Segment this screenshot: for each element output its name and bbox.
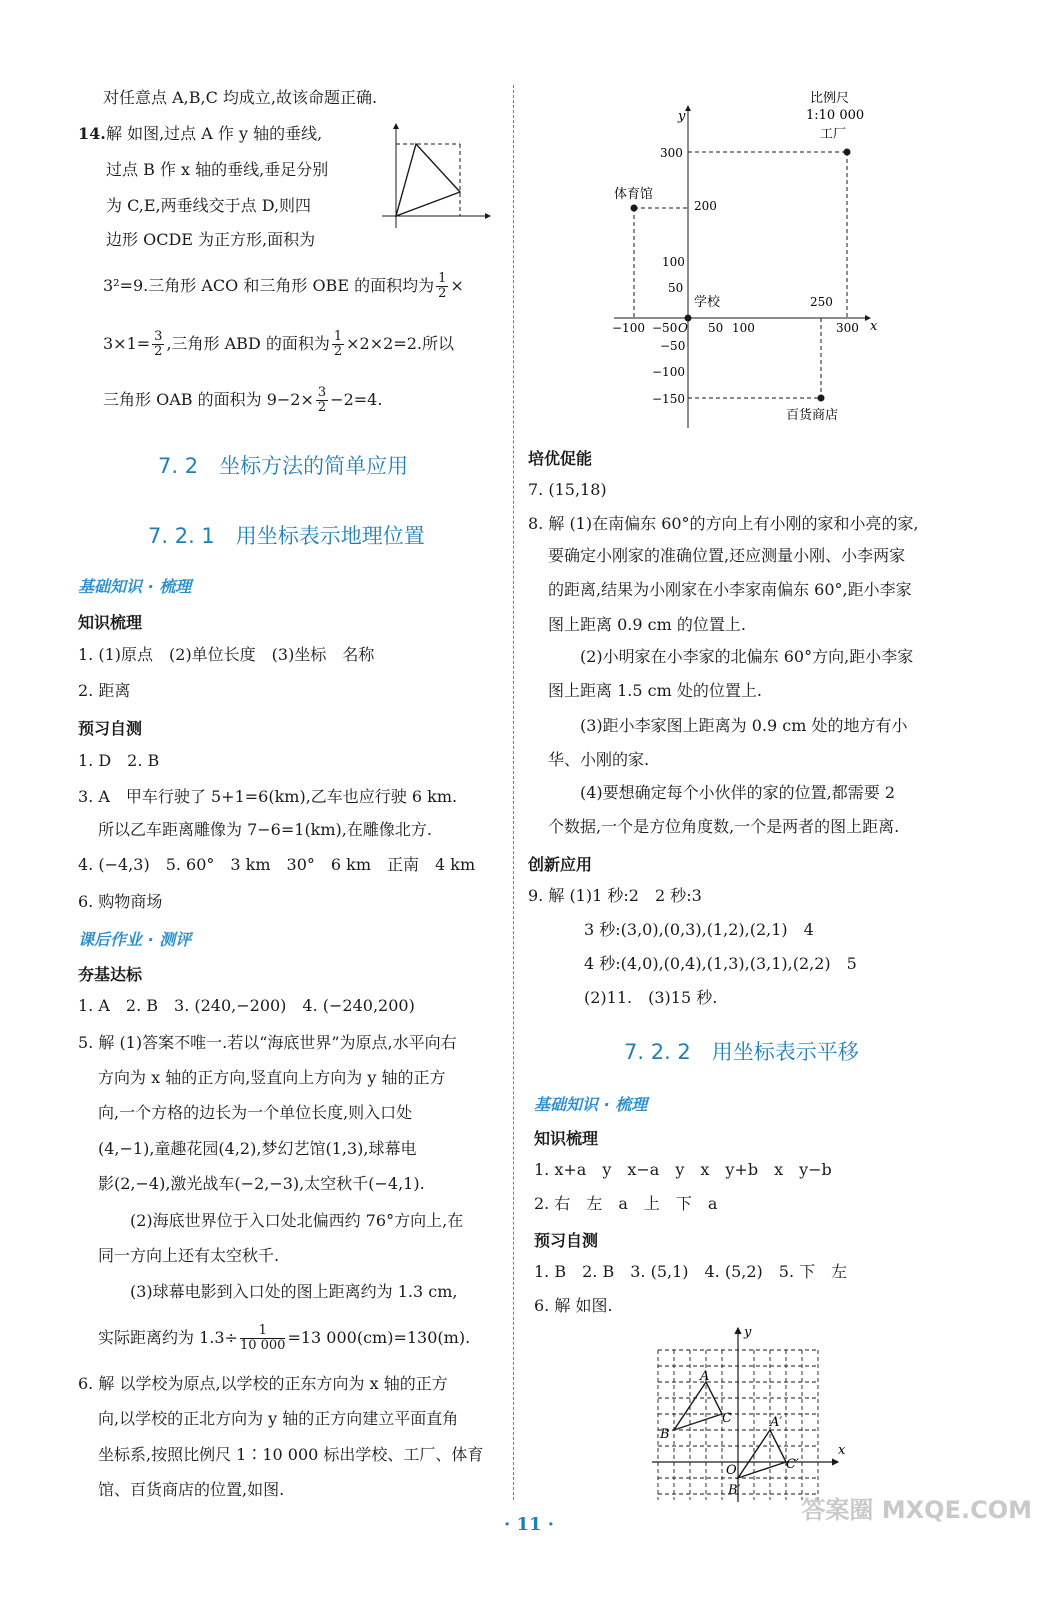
- q14-line-3: 为 C,E,两垂线交于点 D,则四: [106, 196, 312, 215]
- q14-line-2: 过点 B 作 x 轴的垂线,垂足分别: [106, 160, 329, 179]
- question-number: 14.: [78, 124, 106, 143]
- q5-line: (2)海底世界位于入口处北偏西约 76°方向上,在: [130, 1211, 464, 1230]
- tick-label: 300: [836, 321, 859, 335]
- text-line: 对任意点 A,B,C 均成立,故该命题正确.: [103, 88, 378, 107]
- tick-label: 100: [732, 321, 755, 335]
- axis-label-y: y: [678, 109, 686, 124]
- answer-line: 1. D 2. B: [78, 751, 160, 770]
- q6-line: 馆、百货商店的位置,如图.: [98, 1480, 285, 1499]
- fraction: $\frac{3}{2}$: [154, 329, 163, 359]
- point-label-a-prime: A′: [770, 1415, 783, 1430]
- section-label: 预习自测: [78, 719, 143, 738]
- store-point: [818, 395, 825, 402]
- point-label-b: B: [660, 1427, 670, 1442]
- q8-line: 个数据,一个是方位角度数,一个是两者的图上距离.: [548, 817, 900, 836]
- q8-line: (4)要想确定每个小伙伴的家的位置,都需要 2: [580, 783, 896, 802]
- scale-value: 1:10 000: [806, 108, 865, 123]
- q9-line: 4 秒:(4,0),(0,4),(1,3),(3,1),(2,2) 5: [584, 954, 857, 973]
- q8-line: 华、小刚的家.: [548, 750, 650, 769]
- fraction: $\frac{1}{10 000}$: [239, 1323, 286, 1353]
- subsection-heading: 7. 2. 1 用坐标表示地理位置: [148, 524, 425, 548]
- q5-line: 实际距离约为 1.3÷ $\frac{1}{10 000}$ =13 000(cm)=130(m).: [98, 1323, 471, 1353]
- axis-label-x: x: [870, 319, 878, 334]
- answer-line: 6. 购物商场: [78, 892, 163, 911]
- answer-line: 3. A 甲车行驶了 5+1=6(km),乙车也应行驶 6 km.: [78, 787, 458, 806]
- fraction: $\frac{1}{2}$: [438, 271, 447, 301]
- gym-label: 体育馆: [614, 187, 654, 202]
- q14-line-6: 3×1= $\frac{3}{2}$ ,三角形 ABD 的面积为 $\frac{1}{2}$ ×2×2=2.所以: [103, 329, 454, 359]
- q5-line: 方向为 x 轴的正方向,竖直向上方向为 y 轴的正方: [98, 1068, 446, 1087]
- tick-label: −100: [652, 365, 685, 379]
- scale-title: 比例尺: [810, 91, 850, 106]
- answer-line: 7. (15,18): [528, 480, 607, 499]
- origin-label: O: [678, 321, 688, 335]
- translation-grid-figure: [648, 1322, 848, 1502]
- point-label-c-prime: C′: [786, 1457, 799, 1472]
- q5-line: 同一方向上还有太空秋千.: [98, 1246, 280, 1265]
- answer-line: 1. B 2. B 3. (5,1) 4. (5,2) 5. 下 左: [534, 1262, 848, 1281]
- school-label: 学校: [694, 295, 721, 310]
- q14-line-7: 三角形 OAB 的面积为 9−2× $\frac{3}{2}$ −2=4.: [103, 385, 383, 415]
- fraction: $\frac{3}{2}$: [317, 385, 327, 415]
- q5-line: (3)球幕电影到入口处的图上距离约为 1.3 cm,: [130, 1282, 458, 1301]
- category-tag: 基础知识 · 梳理: [534, 1095, 648, 1114]
- answer-line: 6. 解 如图.: [534, 1296, 613, 1315]
- triangle-figure: [368, 118, 498, 240]
- q8-line: (3)距小李家图上距离为 0.9 cm 处的地方有小: [580, 716, 908, 735]
- page-number: · 11 ·: [503, 1514, 555, 1535]
- tick-label: 50: [668, 281, 684, 295]
- section-label: 培优促能: [528, 449, 593, 468]
- section-heading: 7. 2 坐标方法的简单应用: [158, 454, 409, 478]
- q8-line: 8. 解 (1)在南偏东 60°的方向上有小刚的家和小亮的家,: [528, 514, 919, 533]
- q5-line: 影(2,−4),激光战车(−2,−3),太空秋千(−4,1).: [98, 1174, 425, 1193]
- section-label: 知识梳理: [78, 613, 143, 632]
- tick-label: −100: [612, 321, 645, 335]
- category-tag: 基础知识 · 梳理: [78, 577, 192, 596]
- q9-line: 3 秒:(3,0),(0,3),(1,2),(2,1) 4: [584, 920, 814, 939]
- tick-label: −150: [652, 392, 685, 406]
- point-label-c: C: [722, 1411, 732, 1426]
- tick-label: −50: [660, 339, 686, 353]
- q5-line: 向,一个方格的边长为一个单位长度,则入口处: [98, 1103, 413, 1122]
- category-tag: 课后作业 · 测评: [78, 930, 192, 949]
- answer-line: 所以乙车距离雕像为 7−6=1(km),在雕像北方.: [98, 820, 432, 839]
- point-label-a: A: [700, 1369, 710, 1384]
- q5-line: 5. 解 (1)答案不唯一.若以“海底世界”为原点,水平向右: [78, 1033, 457, 1052]
- watermark: 答案圈 MXQE.COM: [801, 1496, 1032, 1524]
- column-divider: [513, 85, 514, 1500]
- section-label: 创新应用: [528, 855, 593, 874]
- point-label-b-prime: B′: [728, 1483, 741, 1498]
- location-map-figure: [608, 86, 908, 434]
- answer-line: 1. A 2. B 3. (240,−200) 4. (−240,200): [78, 996, 415, 1015]
- answer-line: 2. 距离: [78, 681, 131, 700]
- answer-line: 1. (1)原点 (2)单位长度 (3)坐标 名称: [78, 645, 375, 664]
- section-label: 夯基达标: [78, 965, 143, 984]
- q8-line: 图上距离 1.5 cm 处的位置上.: [548, 681, 762, 700]
- tick-label: −50: [652, 321, 678, 335]
- tick-label: 50: [708, 321, 724, 335]
- tick-label: 100: [662, 255, 685, 269]
- q14-line-5: 3²=9.三角形 ACO 和三角形 OBE 的面积均为 $\frac{1}{2}$ ×: [103, 271, 464, 301]
- q6-line: 坐标系,按照比例尺 1∶10 000 标出学校、工厂、体育: [98, 1445, 484, 1464]
- answer-line: 4. (−4,3) 5. 60° 3 km 30° 6 km 正南 4 km: [78, 855, 476, 874]
- q5-line: (4,−1),童趣花园(4,2),梦幻艺馆(1,3),球幕电: [98, 1139, 417, 1158]
- origin-label: O: [726, 1463, 737, 1478]
- axis-label-y: y: [744, 1325, 752, 1340]
- q8-line: 要确定小刚家的准确位置,还应测量小刚、小李两家: [548, 546, 906, 565]
- tick-label: 250: [810, 295, 833, 309]
- gym-point: [631, 205, 638, 212]
- subsection-heading: 7. 2. 2 用坐标表示平移: [624, 1040, 859, 1064]
- store-label: 百货商店: [786, 408, 839, 423]
- tick-label: 200: [694, 199, 717, 213]
- q8-line: 图上距离 0.9 cm 的位置上.: [548, 615, 746, 634]
- section-label: 预习自测: [534, 1231, 599, 1250]
- factory-label: 工厂: [820, 127, 847, 142]
- q9-line: 9. 解 (1)1 秒:2 2 秒:3: [528, 886, 702, 905]
- answer-line: 2. 右 左 a 上 下 a: [534, 1194, 718, 1213]
- q8-line: 的距离,结果为小刚家在小李家南偏东 60°,距小李家: [548, 580, 912, 599]
- fraction: $\frac{1}{2}$: [333, 329, 343, 359]
- q6-line: 向,以学校的正北方向为 y 轴的正方向建立平面直角: [98, 1409, 459, 1428]
- answer-line: 1. x+a y x−a y x y+b x y−b: [534, 1160, 832, 1179]
- tick-label: 300: [660, 146, 683, 160]
- axis-label-x: x: [838, 1443, 846, 1458]
- q9-line: (2)11. (3)15 秒.: [584, 988, 718, 1007]
- factory-point: [844, 149, 851, 156]
- section-label: 知识梳理: [534, 1129, 599, 1148]
- q14-line-4: 边形 OCDE 为正方形,面积为: [106, 230, 316, 249]
- q6-line: 6. 解 以学校为原点,以学校的正东方向为 x 轴的正方: [78, 1374, 448, 1393]
- q14-line-1: 解 如图,过点 A 作 y 轴的垂线,: [106, 124, 323, 143]
- q8-line: (2)小明家在小李家的北偏东 60°方向,距小李家: [580, 647, 914, 666]
